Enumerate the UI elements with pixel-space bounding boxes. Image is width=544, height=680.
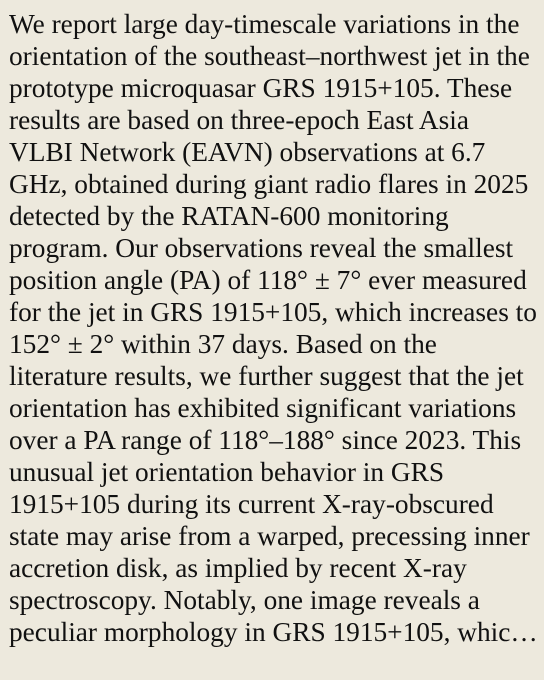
abstract-line: accretion disk, as implied by recent X-ray (9, 553, 467, 583)
abstract-line: peculiar morphology in GRS 1915+105, whic… (9, 617, 538, 647)
abstract-line: 152° ± 2° within 37 days. Based on the (9, 329, 437, 359)
abstract-line: detected by the RATAN-600 monitoring (9, 201, 449, 231)
abstract-line: VLBI Network (EAVN) observations at 6.7 (9, 137, 486, 167)
abstract-line: for the jet in GRS 1915+105, which increases to (9, 297, 537, 327)
abstract-line: position angle (PA) of 118° ± 7° ever measured (9, 265, 527, 295)
abstract-line: program. Our observations reveal the smallest (9, 233, 514, 263)
abstract-line: GHz, obtained during giant radio flares in 2025 (9, 169, 529, 199)
abstract-line: We report large day-timescale variations in the (9, 9, 520, 39)
abstract-line: literature results, we further suggest that the jet (9, 361, 524, 391)
abstract-line: over a PA range of 118°–188° since 2023. This (9, 425, 522, 455)
abstract-line: unusual jet orientation behavior in GRS (9, 457, 445, 487)
abstract-text (9, 8, 541, 648)
abstract-line: state may arise from a warped, precessing inner (9, 521, 530, 551)
abstract-line: spectroscopy. Notably, one image reveals a (9, 585, 480, 615)
abstract-line: 1915+105 during its current X-ray-obscured (9, 489, 494, 519)
abstract-line: orientation has exhibited significant variations (9, 393, 517, 423)
abstract-line: prototype microquasar GRS 1915+105. These (9, 73, 513, 103)
abstract-line: results are based on three-epoch East Asia (9, 105, 470, 135)
abstract-line: orientation of the southeast–northwest jet in the (9, 41, 530, 71)
